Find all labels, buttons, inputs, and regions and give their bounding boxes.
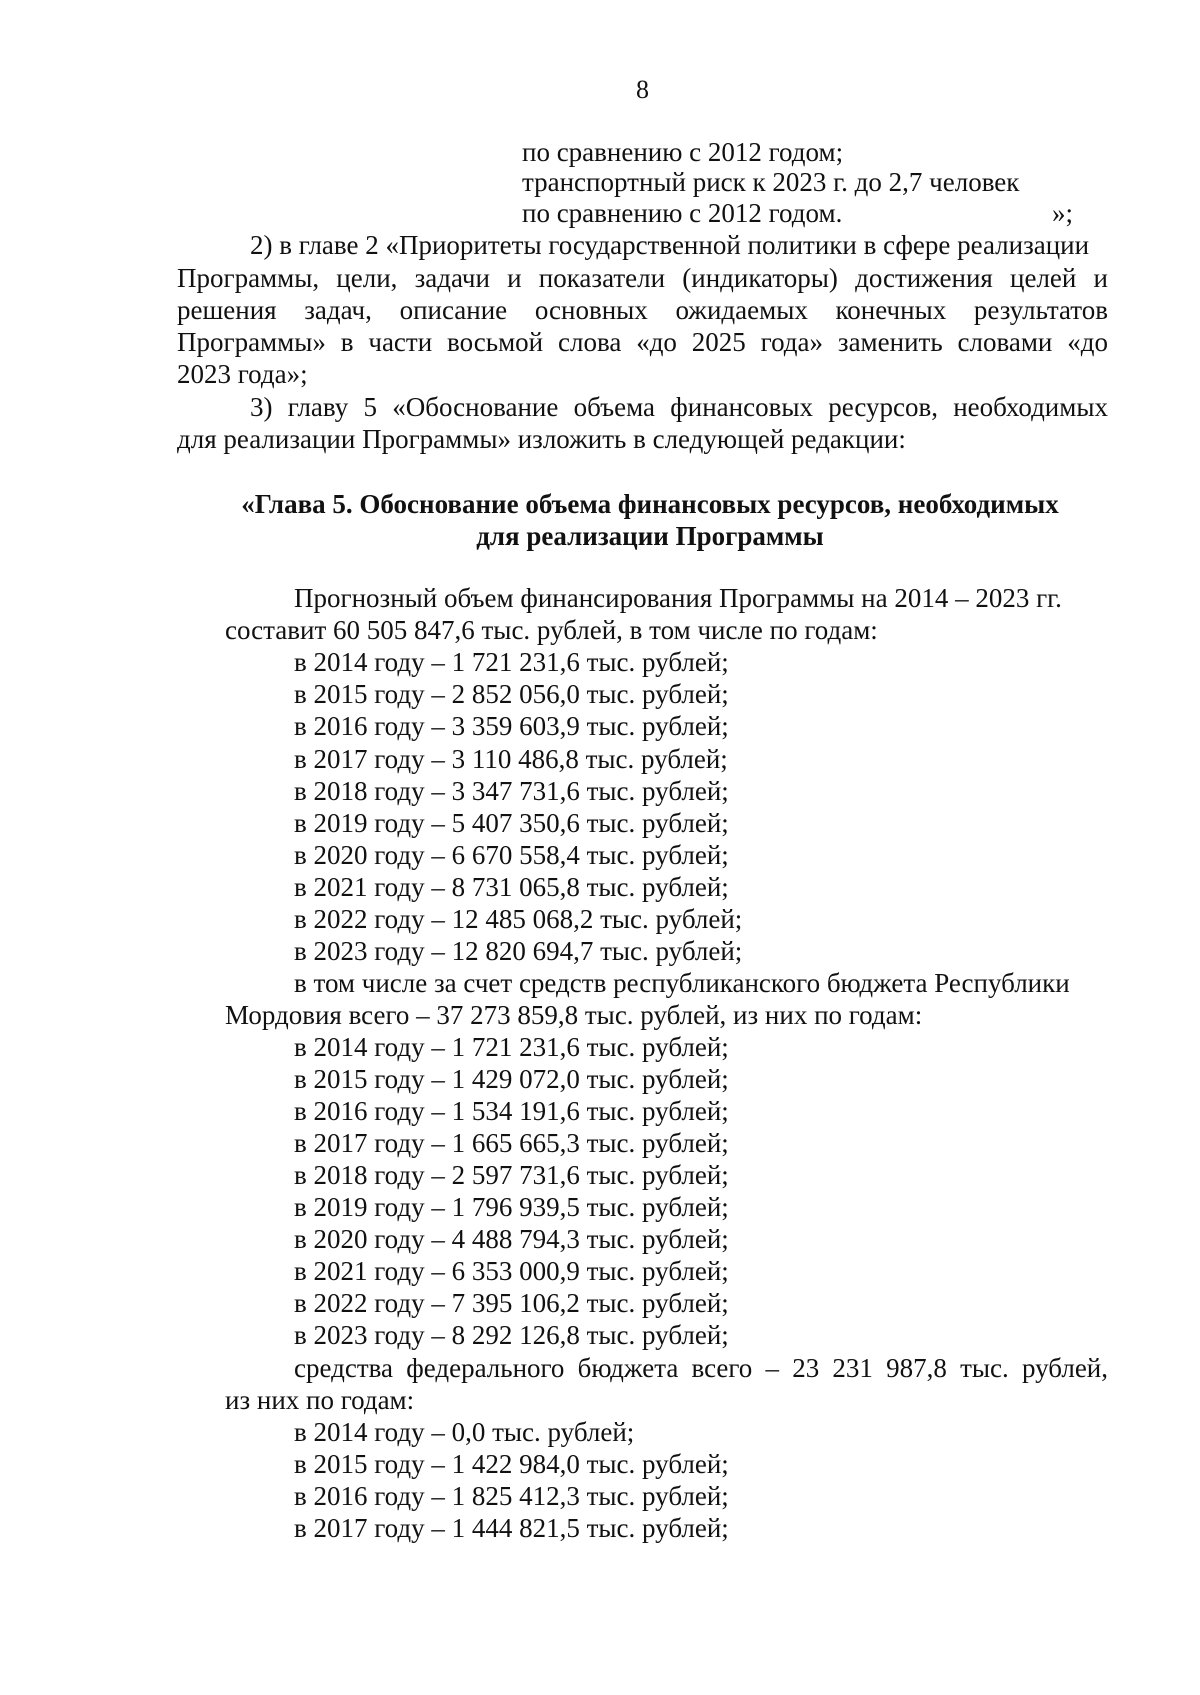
- federal-year-2015: в 2015 году – 1 422 984,0 тыс. рублей;: [294, 1449, 729, 1479]
- total-year-2021: в 2021 году – 8 731 065,8 тыс. рублей;: [294, 872, 729, 902]
- total-year-2014: в 2014 году – 1 721 231,6 тыс. рублей;: [294, 647, 729, 677]
- total-year-2022: в 2022 году – 12 485 068,2 тыс. рублей;: [294, 904, 743, 934]
- top-line-1: по сравнению с 2012 годом;: [522, 137, 844, 167]
- republic-year-2023: в 2023 году – 8 292 126,8 тыс. рублей;: [294, 1320, 729, 1350]
- top-line-3: по сравнению с 2012 годом.: [522, 198, 843, 228]
- republic-year-2022: в 2022 году – 7 395 106,2 тыс. рублей;: [294, 1288, 729, 1318]
- total-year-2016: в 2016 году – 3 359 603,9 тыс. рублей;: [294, 711, 729, 741]
- republic-intro-line-1: в том числе за счет средств республиканского бюджета Республики: [294, 968, 1070, 998]
- republic-year-2018: в 2018 году – 2 597 731,6 тыс. рублей;: [294, 1160, 729, 1190]
- chapter-title-line-1: «Глава 5. Обоснование объема финансовых ресурсов, необходимых: [241, 489, 1059, 519]
- item2-line-3: решения задач, описание основных ожидаемых конечных результатов: [177, 295, 1108, 325]
- item2-line-5: 2023 года»;: [177, 359, 308, 389]
- intro-line-1: Прогнозный объем финансирования Программы на 2014 – 2023 гг.: [294, 583, 1062, 613]
- item2-line-2: Программы, цели, задачи и показатели (индикаторы) достижения целей и: [177, 263, 1108, 293]
- item2-line-1: 2) в главе 2 «Приоритеты государственной политики в сфере реализации: [250, 230, 1090, 260]
- republic-year-2014: в 2014 году – 1 721 231,6 тыс. рублей;: [294, 1032, 729, 1062]
- republic-year-2019: в 2019 году – 1 796 939,5 тыс. рублей;: [294, 1192, 729, 1222]
- federal-intro-line-2: из них по годам:: [225, 1385, 415, 1415]
- federal-intro-line-1: средства федерального бюджета всего – 23 231 987,8 тыс. рублей,: [294, 1353, 1108, 1383]
- top-line-2: транспортный риск к 2023 г. до 2,7 человек: [522, 167, 1020, 197]
- total-year-2019: в 2019 году – 5 407 350,6 тыс. рублей;: [294, 808, 729, 838]
- closing-quote: »;: [1052, 198, 1074, 228]
- federal-year-2016: в 2016 году – 1 825 412,3 тыс. рублей;: [294, 1481, 729, 1511]
- republic-year-2017: в 2017 году – 1 665 665,3 тыс. рублей;: [294, 1128, 729, 1158]
- federal-year-2017: в 2017 году – 1 444 821,5 тыс. рублей;: [294, 1513, 729, 1543]
- intro-line-2: составит 60 505 847,6 тыс. рублей, в том числе по годам:: [225, 615, 878, 645]
- republic-year-2021: в 2021 году – 6 353 000,9 тыс. рублей;: [294, 1256, 729, 1286]
- total-year-2020: в 2020 году – 6 670 558,4 тыс. рублей;: [294, 840, 729, 870]
- page-number: 8: [636, 75, 649, 104]
- item2-line-4: Программы» в части восьмой слова «до 2025 года» заменить словами «до: [177, 327, 1108, 357]
- republic-intro-line-2: Мордовия всего – 37 273 859,8 тыс. рублей, из них по годам:: [225, 1000, 923, 1030]
- item3-line-2: для реализации Программы» изложить в следующей редакции:: [177, 424, 906, 454]
- republic-year-2016: в 2016 году – 1 534 191,6 тыс. рублей;: [294, 1096, 729, 1126]
- federal-year-2014: в 2014 году – 0,0 тыс. рублей;: [294, 1417, 635, 1447]
- total-year-2018: в 2018 году – 3 347 731,6 тыс. рублей;: [294, 776, 729, 806]
- item3-line-1: 3) главу 5 «Обоснование объема финансовых ресурсов, необходимых: [250, 392, 1108, 422]
- total-year-2017: в 2017 году – 3 110 486,8 тыс. рублей;: [294, 744, 728, 774]
- total-year-2015: в 2015 году – 2 852 056,0 тыс. рублей;: [294, 679, 729, 709]
- chapter-title-line-2: для реализации Программы: [476, 521, 824, 551]
- republic-year-2015: в 2015 году – 1 429 072,0 тыс. рублей;: [294, 1064, 729, 1094]
- total-year-2023: в 2023 году – 12 820 694,7 тыс. рублей;: [294, 936, 743, 966]
- republic-year-2020: в 2020 году – 4 488 794,3 тыс. рублей;: [294, 1224, 729, 1254]
